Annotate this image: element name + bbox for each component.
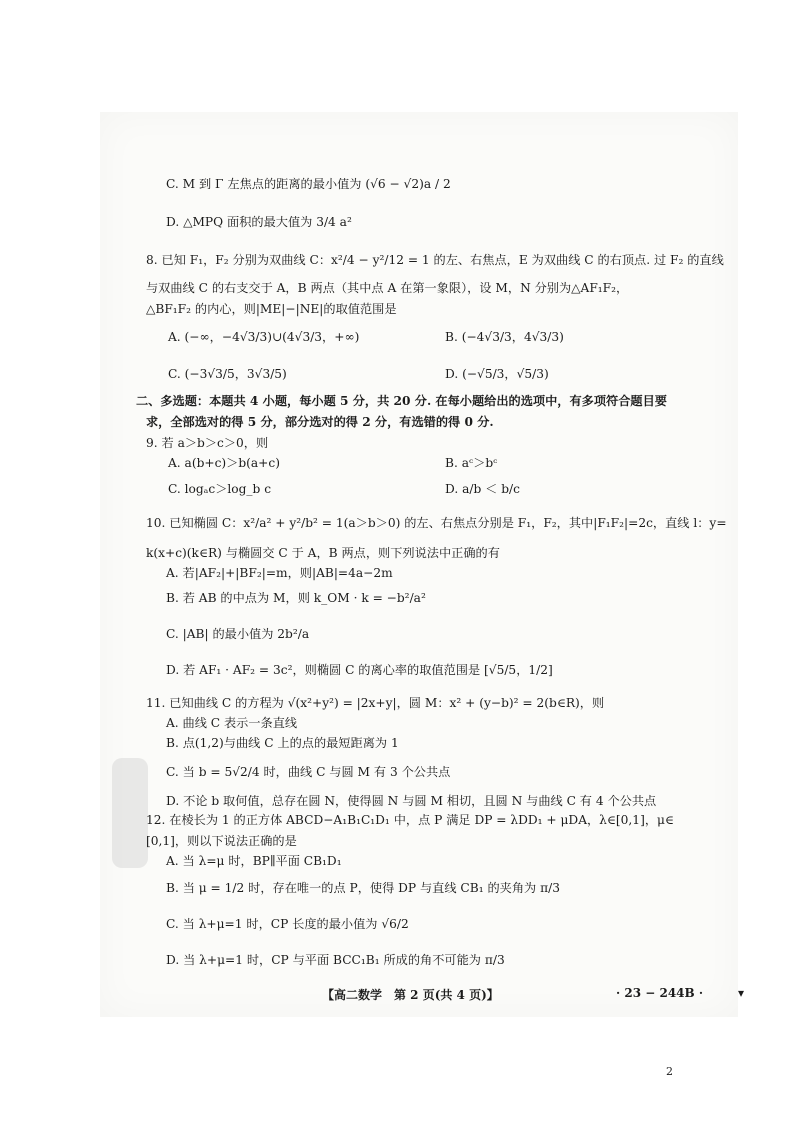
text-line: C. logₐc＞log_b c (168, 482, 272, 496)
text-line: C. (−3√3/5，3√3/5) (168, 367, 287, 381)
text-line: △BF₁F₂ 的内心，则|ME|−|NE|的取值范围是 (146, 302, 397, 316)
text-line: D. (−√5/3，√5/3) (445, 367, 549, 381)
text-line: A. 若|AF₂|+|BF₂|=m，则|AB|=4a−2m (166, 566, 393, 580)
text-line: 8. 已知 F₁，F₂ 分别为双曲线 C：x²/4 − y²/12 = 1 的左、右焦点，E 为双曲线 C 的右顶点. 过 F₂ 的直线 (146, 253, 724, 267)
text-line: D. △MPQ 面积的最大值为 3/4 a² (166, 215, 352, 229)
text-line: 10. 已知椭圆 C：x²/a² + y²/b² = 1(a＞b＞0) 的左、右焦点分别是 F₁，F₂，其中|F₁F₂|=2c，直线 l：y= (146, 516, 727, 530)
text-line: A. (−∞，−4√3/3)∪(4√3/3，+∞) (168, 330, 360, 344)
text-line: A. 曲线 C 表示一条直线 (166, 716, 298, 730)
page-number: 2 (666, 1065, 673, 1078)
text-line: 二、多选题：本题共 4 小题，每小题 5 分，共 20 分. 在每小题给出的选项中，有多项符合题目要 (136, 394, 667, 408)
footer-code: · 23 − 244B · (616, 986, 704, 1000)
scan-smudge (112, 758, 148, 868)
text-line: C. 当 λ+μ=1 时，CP 长度的最小值为 √6/2 (166, 917, 409, 931)
text-line: k(x+c)(k∈R) 与椭圆交 C 于 A，B 两点，则下列说法中正确的有 (146, 546, 500, 560)
text-line: 11. 已知曲线 C 的方程为 √(x²+y²) = |2x+y|，圆 M：x² + (y−b)² = 2(b∈R)，则 (146, 696, 605, 710)
text-line: [0,1]，则以下说法正确的是 (146, 834, 297, 848)
text-line: D. 当 λ+μ=1 时，CP 与平面 BCC₁B₁ 所成的角不可能为 π/3 (166, 953, 505, 967)
text-line: C. |AB| 的最小值为 2b²/a (166, 627, 310, 641)
text-line: C. M 到 Γ 左焦点的距离的最小值为 (√6 − √2)a / 2 (166, 177, 451, 191)
text-line: 求，全部选对的得 5 分，部分选对的得 2 分，有选错的得 0 分. (146, 415, 494, 429)
text-line: B. 若 AB 的中点为 M，则 k_OM · k = −b²/a² (166, 591, 426, 605)
text-line: A. a(b+c)＞b(a+c) (168, 456, 280, 470)
text-line: B. 当 μ = 1/2 时，存在唯一的点 P，使得 DP 与直线 CB₁ 的夹角为 π/3 (166, 881, 560, 895)
text-line: B. (−4√3/3，4√3/3) (445, 330, 564, 344)
text-line: D. a/b ＜ b/c (445, 482, 520, 496)
text-line: 12. 在棱长为 1 的正方体 ABCD−A₁B₁C₁D₁ 中，点 P 满足 DP = λDD₁ + μDA，λ∈[0,1]，μ∈ (146, 813, 674, 827)
footer-page-info: 【高二数学 第 2 页(共 4 页)】 (322, 988, 499, 1002)
text-line: 与双曲线 C 的右支交于 A，B 两点（其中点 A 在第一象限），设 M，N 分别为△AF₁F₂， (146, 281, 629, 295)
scan-dot: ▾ (738, 986, 745, 1000)
text-line: 9. 若 a＞b＞c＞0，则 (146, 436, 269, 450)
text-line: B. aᶜ＞bᶜ (445, 456, 498, 470)
text-line: B. 点(1,2)与曲线 C 上的点的最短距离为 1 (166, 736, 399, 750)
text-line: A. 当 λ=μ 时，BP∥平面 CB₁D₁ (166, 854, 342, 868)
text-line: D. 不论 b 取何值，总存在圆 N，使得圆 N 与圆 M 相切，且圆 N 与曲线 C 有 4 个公共点 (166, 794, 657, 808)
text-line: C. 当 b = 5√2/4 时，曲线 C 与圆 M 有 3 个公共点 (166, 765, 451, 779)
text-line: D. 若 AF₁ · AF₂ = 3c²，则椭圆 C 的离心率的取值范围是 [√5/5，1/2] (166, 663, 553, 677)
